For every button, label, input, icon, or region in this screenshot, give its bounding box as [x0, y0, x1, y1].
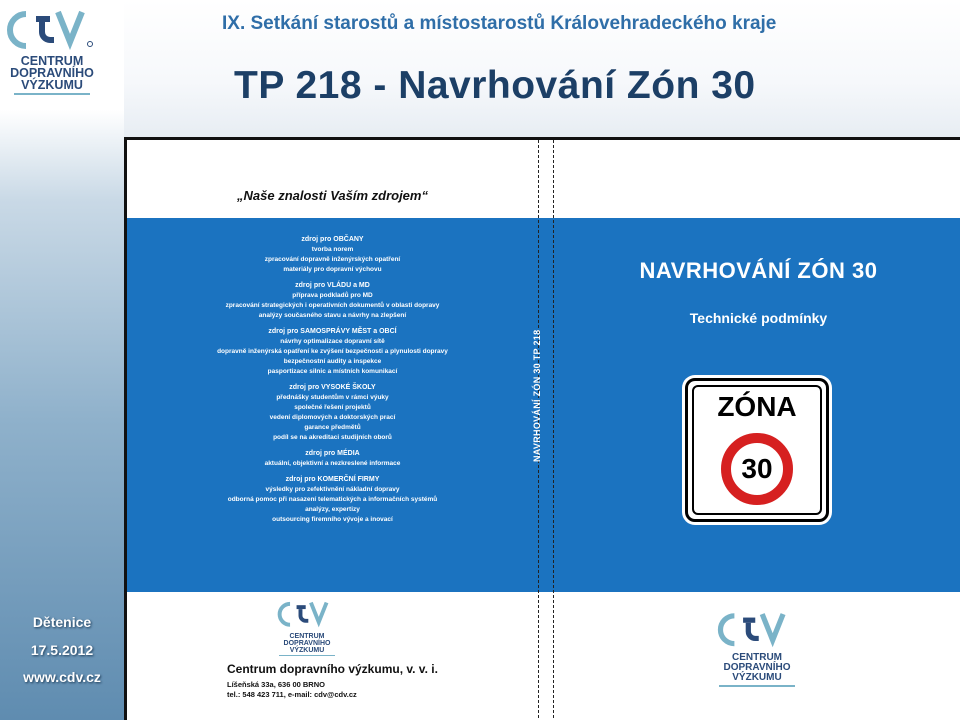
service-item: analýzy, expertizy [305, 506, 360, 513]
service-group-head: zdroj pro VLÁDU a MD [295, 282, 370, 289]
logo-line3: VÝZKUMU [289, 647, 325, 654]
service-group [127, 235, 538, 275]
speed-limit-circle [721, 433, 793, 505]
logo-underline [279, 655, 335, 656]
sidebar [0, 0, 124, 720]
service-group [127, 327, 538, 377]
spine-label: NAVRHOVÁNÍ ZÓN 30 TP 218 [532, 329, 542, 462]
service-item: aktuální, objektivní a nezkreslené informace [264, 460, 401, 467]
service-group [127, 475, 538, 525]
service-item: tvorba norem [311, 246, 354, 253]
logo-line1: CENTRUM [289, 633, 325, 640]
front-cdv-logo [711, 608, 803, 687]
back-cdv-logo [267, 598, 347, 656]
cdv-logo-icon [277, 598, 337, 628]
slide-title: TP 218 - Navrhování Zón 30 [234, 64, 756, 107]
institution-name: Centrum dopravního výzkumu, v. v. i. [227, 662, 438, 676]
book-cover-image [124, 137, 960, 720]
front-title: NAVRHOVÁNÍ ZÓN 30 [639, 258, 878, 283]
service-item: bezpečnostní audity a inspekce [283, 358, 382, 365]
service-item: materiály pro dopravní výchovu [283, 266, 382, 273]
logo-line3: VÝZKUMU [21, 78, 83, 92]
service-group [127, 449, 538, 469]
zone-30-sign [685, 378, 829, 522]
service-item: odborná pomoc při nasazení telematických a informačních systémů [227, 496, 438, 503]
back-footer [227, 662, 527, 699]
front-subtitle: Technické podmínky [689, 310, 828, 326]
service-item: výsledky pro zefektivnění nákladní dopravy [265, 486, 400, 493]
service-item: zpracování strategických i operativních dokumentů v oblasti dopravy [225, 302, 440, 309]
service-item: dopravně inženýrská opatření ke zvýšení bezpečnosti a plynulosti dopravy [217, 348, 448, 355]
service-group-head: zdroj pro OBČANY [301, 236, 364, 243]
logo-line1: CENTRUM [20, 54, 84, 68]
logo-underline [719, 685, 795, 687]
cdv-logo-icon [6, 6, 98, 50]
website-link[interactable]: www.cdv.cz [23, 669, 101, 685]
date-label: 17.5.2012 [30, 642, 94, 658]
logo-line2: DOPRAVNÍHO [283, 640, 331, 647]
service-item: garance předmětů [304, 424, 361, 431]
slide-header [124, 0, 960, 137]
event-subtitle: IX. Setkání starostů a místostarostů Královehradeckého kraje [222, 13, 777, 34]
service-item: vedení diplomových a doktorských prací [269, 414, 396, 421]
service-group-head: zdroj pro KOMERČNÍ FIRMY [285, 476, 380, 483]
service-item: analýzy současného stavu a návrhy na zlepšení [258, 312, 407, 319]
institution-address: Líšeňská 33a, 636 00 BRNO [227, 680, 325, 689]
service-group [127, 281, 538, 321]
service-item: podíl se na akreditaci studijních oborů [273, 434, 392, 441]
logo-line1: CENTRUM [732, 652, 782, 663]
service-item: návrhy optimalizace dopravní sítě [280, 338, 385, 345]
logo-line2: DOPRAVNÍHO [723, 662, 791, 673]
service-item: outsourcing firemního vývoje a inovací [272, 516, 393, 523]
service-item: zpracování dopravně inženýrských opatření [264, 256, 401, 263]
cdv-logo [6, 6, 98, 95]
speed-limit-number: 30 [741, 453, 773, 484]
service-group-head: zdroj pro MÉDIA [305, 450, 360, 457]
logo-underline [14, 93, 90, 95]
cdv-logo-icon [717, 608, 797, 648]
service-item: příprava podkladů pro MD [292, 292, 373, 299]
sign-word: ZÓNA [717, 391, 797, 422]
logo-line3: VÝZKUMU [732, 672, 782, 683]
service-item: pasportizace silnic a místních komunikací [267, 368, 398, 375]
back-slogan: „Naše znalosti Vaším zdrojem“ [237, 188, 428, 203]
service-group-head: zdroj pro VYSOKÉ ŠKOLY [289, 384, 376, 391]
service-group [127, 383, 538, 443]
service-group-head: zdroj pro SAMOSPRÁVY MĚST a OBCÍ [268, 328, 397, 335]
back-services-list [127, 235, 538, 531]
logo-line2: DOPRAVNÍHO [10, 66, 94, 80]
service-item: společné řešení projektů [294, 404, 371, 411]
service-item: přednášky studentům v rámci výuky [276, 394, 389, 401]
institution-contact: tel.: 548 423 711, e-mail: cdv@cdv.cz [227, 690, 357, 699]
place-label: Dětenice [32, 614, 92, 630]
